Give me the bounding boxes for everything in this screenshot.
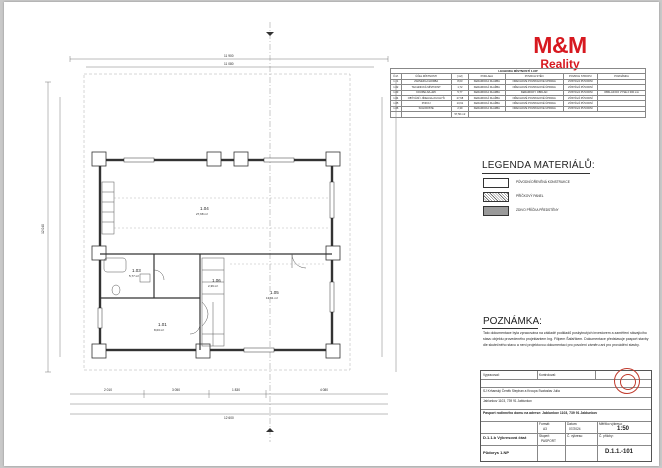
table-cell: KERAMICKÁ DLAŽBA [469,90,506,95]
room-label-1-06: 1.06 [212,278,221,283]
tb-location: Jablunkov 1103, 739 91 Jablunkov [483,399,532,403]
tb-part: D.1.1.b Výkresová část [483,435,527,440]
dim-seg-4: 4 080 [320,388,328,392]
table-cell: TECHNICKÁ MÍSTNOST [401,85,451,90]
tb-investor: SJ Krňanský Čeněk Stephan a Kroupa Svatoslav Julia [483,389,560,393]
tb-date: 07/2024 [569,427,581,431]
table-cell: ZÁDVEŘÍ+CHODBA [401,79,451,84]
drawing-sheet [4,2,659,466]
table-cell: 1.04 [391,95,402,100]
table-cell: KERAMICKÁ DLAŽBA [469,85,506,90]
tb-label-number: Č. výkresu: [567,434,583,438]
table-cell: OBKLAD DO VÝŠE 2 000 mm [598,90,646,95]
tb-label-stage: Stupeň: [539,434,550,438]
col-header: [m2] [451,74,468,79]
table-cell: ZŮSTÁVÁ PŮVODNÍ [563,79,598,84]
table-cell: 13,91 [451,101,468,106]
table-cell: KERAMICKÁ DLAŽBA [469,95,506,100]
table-cell: KERAMICKÝ OBKLAD [505,90,563,95]
tb-label-scale: Měřítko výkresu: [599,422,623,426]
legend-swatch-panel [483,192,509,202]
tb-stage: PASPORT [541,439,556,443]
dim-left: 12 040 [40,224,45,234]
room-label-1-04: 1.04 [200,206,209,211]
col-header: PODLAHA [469,74,506,79]
tb-label-format: Formát: [539,422,550,426]
tb-drawing: Půdorys 1.NP [483,450,510,455]
room-area-1-03: 5,77 m² [129,274,140,278]
table-cell: KOUPELNA+WC [401,90,451,95]
table-cell: OBÝVÁNÍ / JÍDELNA+KUCHYŇ [401,95,451,100]
room-label-1-01: 1.01 [158,322,167,327]
table-cell: KERAMICKÁ DLAŽBA [469,79,506,84]
dim-top-inner: 11 080 [224,62,234,66]
table-cell: OŘECHOVÉ POVRCHOVÉ ÚPRAVA [505,106,563,111]
col-header: ÚČEL MÍSTNOSTI [401,74,451,79]
tb-label-drawn: Vypracoval: [483,373,500,377]
table-cell: OŘECHOVÉ POVRCHOVÉ ÚPRAVA [505,85,563,90]
table-cell: SCHODIŠTĚ [401,106,451,111]
table-cell: ZŮSTÁVÁ PŮVODNÍ [563,90,598,95]
col-header: Č.M. [391,74,402,79]
seal-stamp [614,368,640,394]
room-label-1-05: 1.05 [270,290,279,295]
col-header: POZNÁMKA [598,74,646,79]
legend-label-panel: PŘÍČKOVÝ PANEL [516,194,544,198]
tb-format: A3 [543,427,547,431]
legend-title: LEGENDA MATERIÁLŮ: [482,160,595,171]
table-cell: ZŮSTÁVÁ PŮVODNÍ [563,106,598,111]
table-cell: OŘECHOVÉ POVRCHOVÉ ÚPRAVA [505,79,563,84]
legend-label-masonry: ZDIVO PŘÍČKA PŘEDSTĚNY [516,208,559,212]
table-cell: ZŮSTÁVÁ PŮVODNÍ [563,101,598,106]
table-cell: 1,72 [451,85,468,90]
table-cell: OŘECHOVÉ POVRCHOVÉ ÚPRAVA [505,95,563,100]
room-table-caption: LEGENDA MÍSTNOSTÍ 1.NP [391,69,646,74]
room-area-1-06: 2,39 m² [208,284,219,288]
table-cell: POKOJ [401,101,451,106]
table-cell: 1.06 [391,106,402,111]
dim-bottom: 12 600 [224,416,234,420]
table-cell: 8,03 [451,79,468,84]
tb-label-date: Datum: [567,422,578,426]
dim-seg-2: 3 050 [172,388,180,392]
table-cell: 5,77 [451,90,468,95]
col-header: POVRCH STĚN [505,74,563,79]
table-cell: ZŮSTÁVÁ PŮVODNÍ [563,85,598,90]
brand-logo: M&M [533,32,587,58]
room-table-total: 57,50 m2 [451,112,468,117]
room-area-1-04: 27,68 m² [196,212,208,216]
room-legend-table [390,68,646,118]
dim-top: 11 900 [224,54,234,58]
tb-number: D.1.1.-101 [605,449,634,455]
note-title: POZNÁMKA: [483,316,542,327]
table-cell: 1.05 [391,101,402,106]
tb-project: Pasport rodinného domu na adrese: Jablunkov 1103, 739 91 Jablunkov [483,411,598,415]
col-header: POVRCH STROPU [563,74,598,79]
legend-underline [482,173,590,174]
legend-swatch-masonry [483,206,509,216]
table-cell: 2,39 [451,106,468,111]
table-cell: 1.01 [391,79,402,84]
note-underline [482,328,538,329]
tb-label-appendix: Č. přílohy: [599,434,614,438]
room-area-1-05: 13,91 m² [266,296,278,300]
room-area-1-01: 8,03 m² [154,328,165,332]
table-cell: OŘECHOVÉ POVRCHOVÉ ÚPRAVA [505,101,563,106]
legend-label-wood: PŮVODNÍ DŘEVĚNÁ KONSTRUKCE [516,180,570,184]
table-cell: KERAMICKÁ DLAŽBA [469,106,506,111]
dim-seg-1: 2 010 [104,388,112,392]
tb-label-checked: Kontroloval: [539,373,556,377]
table-cell: KERAMICKÁ DLAŽBA [469,101,506,106]
note-text: Tato dokumentace byla zpracována na základě podkladů poskytnutých investorem a zaměření stávajícího stavu objektu provedeného projektantem Ing. Filipem Šafaříkem. Dokumentace představuje pasport stavby dle skutečného stavu a není projektovou dokumentací pro povolení záměru ani pro provádění stavby. [483,331,649,347]
table-cell: ZŮSTÁVÁ PŮVODNÍ [563,95,598,100]
table-cell: 1.02 [391,85,402,90]
tb-scale: 1:50 [617,426,630,432]
table-cell: 27,68 [451,95,468,100]
legend-swatch-wood [483,178,509,188]
room-label-1-03: 1.03 [132,268,141,273]
brand-logo-sub: Reality [540,57,580,71]
dim-seg-3: 1 830 [232,388,240,392]
table-cell: 1.03 [391,90,402,95]
